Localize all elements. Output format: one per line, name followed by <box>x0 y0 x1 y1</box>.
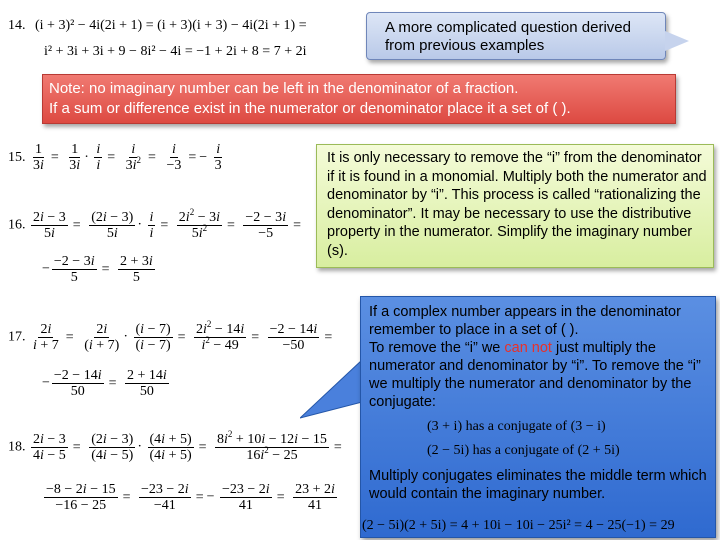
conjugate-example-1: (3 + i) has a conjugate of (3 − i) <box>427 419 606 434</box>
problem-17-line1: 17. $\frac{2i}{i + 7}$ = $\frac{2i}{(i + 7)}$ · $\frac{(i - 7)}{(i - 7)}$ = $\frac{2i^2 - 14i}{i^2 - 49}$ = $\frac{-2 - 14i}{-50}$ = <box>8 319 333 353</box>
problem-14-equation-line2: i² + 3i + 3i + 9 − 8i² − 4i = −1 + 2i + 8 = 7 + 2i <box>44 44 307 59</box>
can-not-emphasis: can not <box>504 340 552 356</box>
problem-15: 15. $\frac{1}{3i}$ = $\frac{1}{3i}$ · $\frac{i}{i}$ = $\frac{i}{3i^2}$ = $\frac{i}{-3}$ = − $\frac{i}{3}$ <box>8 142 222 174</box>
conjugate-example-2: (2 − 5i) has a conjugate of (2 + 5i) <box>427 443 620 458</box>
callout-derived-question-text: A more complicated question derived from previous examples <box>385 19 631 54</box>
callout-conjugate-summary: Multiply conjugates eliminates the middle term which would contain the imaginary number. <box>369 468 707 502</box>
note-line-2: If a sum or difference exist in the numerator or denominator place it a set of ( ). <box>49 100 571 117</box>
problem-16-line2: − $\frac{-2 - 3i}{5}$ = $\frac{2 + 3i}{5}$ <box>42 254 153 285</box>
callout-conjugate-intro: If a complex number appears in the denominator remember to place in a set of ( ). <box>369 304 681 338</box>
problem-14-number: 14. <box>8 18 26 33</box>
problem-18-line2: $\frac{-8 - 2i - 15}{-16 - 25}$ = $\frac{-23 - 2i}{-41}$ = − $\frac{-23 - 2i}{41}$ = $\frac{23 + 2i}{41}$ <box>46 482 335 513</box>
problem-14-line2 <box>44 44 306 60</box>
problem-17-line2: − $\frac{-2 - 14i}{50}$ = $\frac{2 + 14i}{50}$ <box>42 368 167 399</box>
conjugate-product-equation: (2 − 5i)(2 + 5i) = 4 + 10i − 10i − 25i² = 4 − 25(−1) = 29 <box>362 518 675 533</box>
callout-derived-question <box>366 12 666 60</box>
callout-rationalize <box>316 144 714 268</box>
note-line-1: Note: no imaginary number can be left in the denominator of a fraction. <box>49 80 519 97</box>
callout-tail <box>665 31 689 51</box>
problem-15-number: 15. <box>8 150 26 165</box>
callout-rationalize-text: It is only necessary to remove the “i” from the denominator if it is found in a monomial. Multiply both the numerator and denominator by “i”. This process is called “rationalizing the denominator”. It may be necessary to use the distributive property in the numerator. Simplify the imaginary number (s). <box>327 150 707 259</box>
problem-18-number: 18. <box>8 439 26 455</box>
problem-17-number: 17. <box>8 329 26 345</box>
problem-16-number: 16. <box>8 217 26 233</box>
problem-16-line1: 16. $\frac{2i - 3}{5i}$ = $\frac{(2i - 3)}{5i}$ · $\frac{i}{i}$ = $\frac{2i^2 - 3i}{5i^2}$ = $\frac{-2 - 3i}{-5}$ = <box>8 207 301 241</box>
callout-conjugate <box>360 296 716 538</box>
problem-14-equation-line1: (i + 3)² − 4i(2i + 1) = (i + 3)(i + 3) − 4i(2i + 1) = <box>35 18 307 33</box>
problem-14-line1 <box>8 18 307 34</box>
problem-18-line1: 18. $\frac{2i - 3}{4i - 5}$ = $\frac{(2i - 3)}{(4i - 5)}$ · $\frac{(4i + 5)}{(4i + 5)}$ = $\frac{8i^2 + 10i - 12i - 15}{16i^2 - 25}$ = <box>8 429 342 463</box>
callout-conjugate-explain: To remove the “i” we can not just multiply the numerator and denominator by “i”. To remove the “i” we multiply the numerator and denominator by the conjugate: <box>369 340 701 410</box>
note-denominator <box>42 74 676 124</box>
